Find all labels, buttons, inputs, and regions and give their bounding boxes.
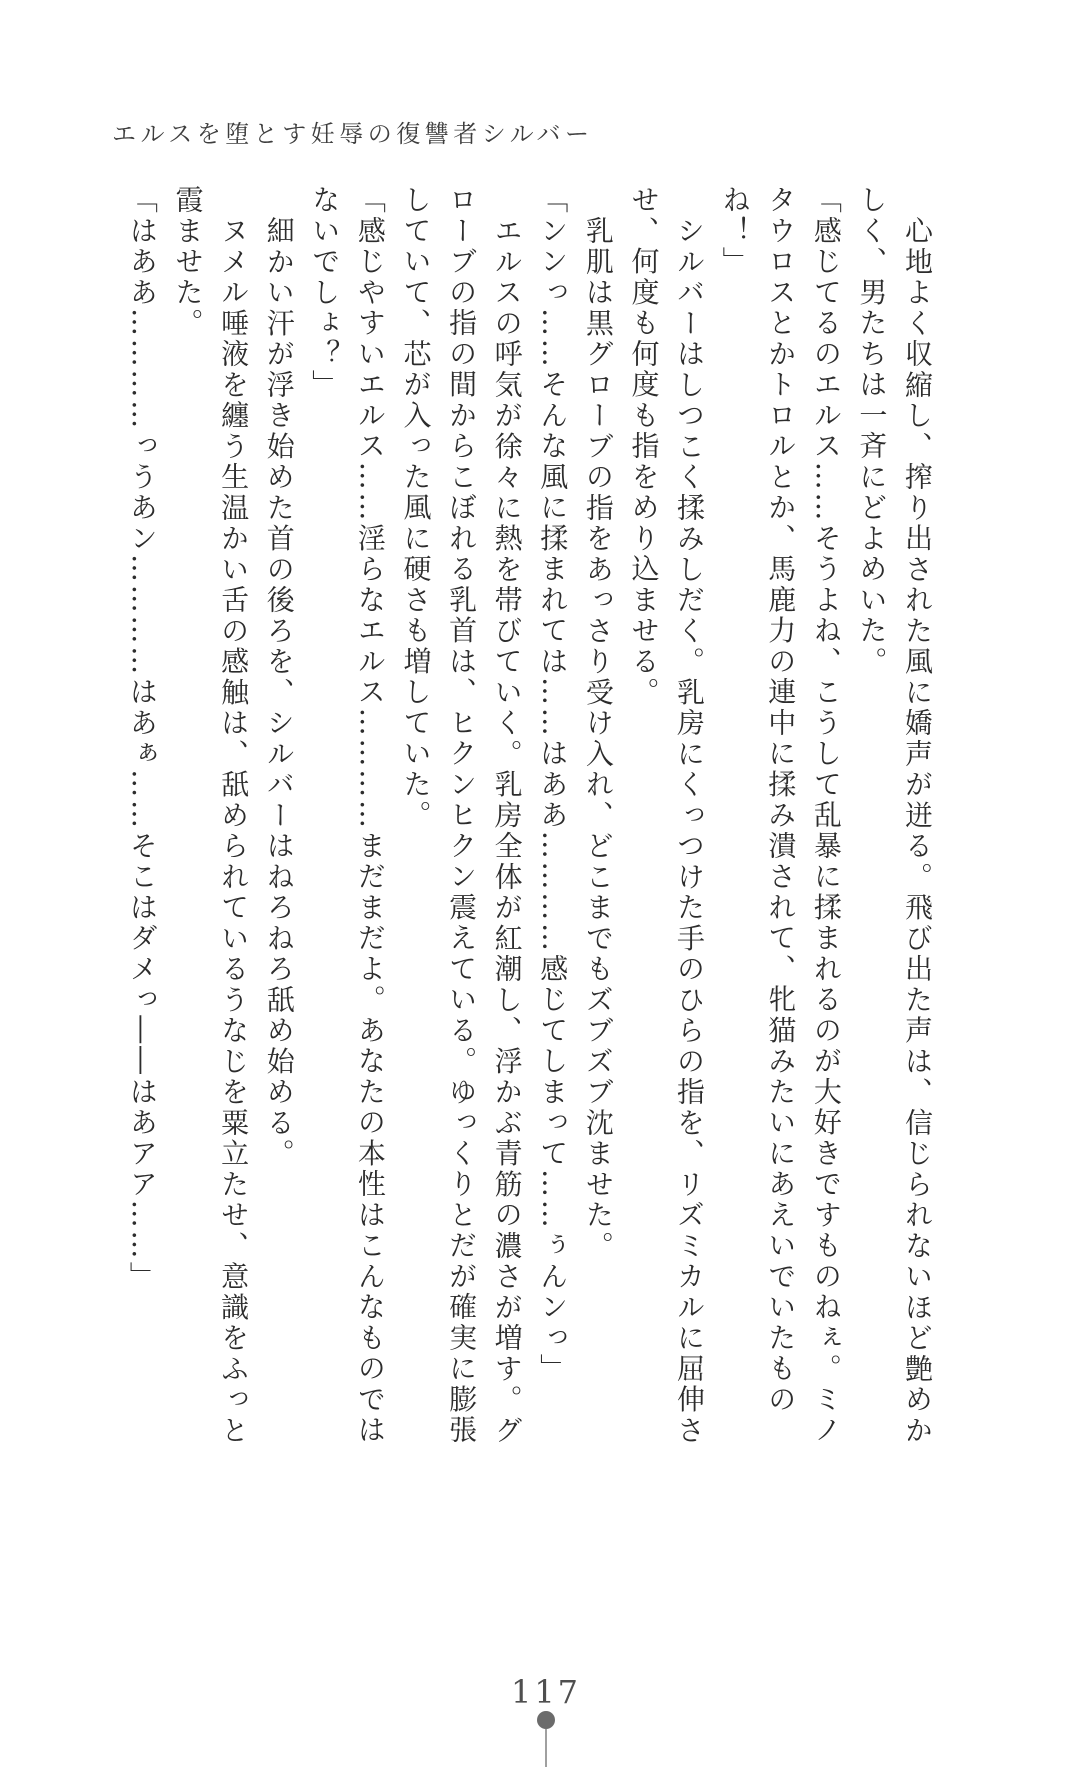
- page-footer: [446, 1673, 646, 1711]
- body-text: [116, 185, 940, 1449]
- paragraph-narration: ヌメル唾液を纏う生温かい舌の感触は、舐められているうなじを粟立たせ、意識をふっと霞ませた。: [171, 185, 251, 1446]
- paragraph-narration: 心地よく収縮し、搾り出された風に嬌声が迸る。飛び出た声は、信じられないほど艶めかしく、男たちは一斉にどよめいた。: [855, 185, 934, 1446]
- footer-ornament-dot-icon: [537, 1711, 555, 1729]
- paragraph-narration: シルバーはしつこく揉みしだく。乳房にくっつけた手のひらの指を、リズミカルに屈伸させ、何度も何度も指をめり込ませる。: [627, 185, 707, 1446]
- paragraph-dialogue: 「ンンっ……そんな風に揉まれては……はああ…………感じてしまって……ぅんンっ」: [536, 185, 570, 1385]
- paragraph-narration: 細かい汗が浮き始めた首の後ろを、シルバーはねろねろ舐め始める。: [262, 215, 296, 1169]
- paragraph-dialogue: 「はああ…………っうあン…………はあぁ……そこはダメっ――はあアア……」: [125, 185, 159, 1292]
- paragraph-narration: エルスの呼気が徐々に熱を帯びていく。乳房全体が紅潮し、浮かぶ青筋の濃さが増す。グローブの指の間からこぼれる乳首は、ヒクンヒクン震えている。ゆっくりとだが確実に膨張していて、芯が入った風に硬さも増していた。: [399, 185, 524, 1446]
- paragraph-dialogue: 「感じてるのエルス……そうよね、こうして乱暴に揉まれるのが大好きですものねぇ。ミノタウロスとかトロルとか、馬鹿力の連中に揉み潰されて、牝猫みたいにあえいでいたものね！」: [718, 185, 843, 1446]
- paragraph-narration: 乳肌は黒グローブの指をあっさり受け入れ、どこまでもズブズブ沈ませた。: [581, 215, 615, 1262]
- running-head: エルスを堕とす妊辱の復讐者シルバー: [112, 120, 594, 148]
- footer-ornament-line: [545, 1729, 547, 1767]
- page-number: 117: [510, 1673, 582, 1711]
- paragraph-dialogue: 「感じやすいエルス……淫らなエルス…………まだまだよ。あなたの本性はこんなものではないでしょ？」: [308, 185, 387, 1446]
